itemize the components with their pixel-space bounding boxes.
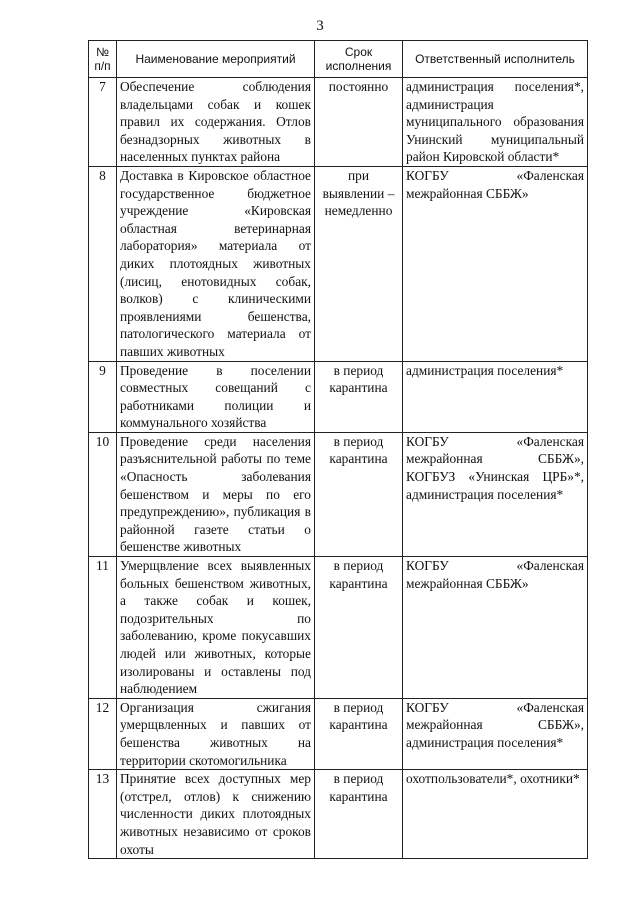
row-term: в период карантина	[315, 770, 403, 859]
header-name: Наименование мероприятий	[117, 41, 315, 78]
row-resp: КОГБУ «Фаленская межрайонная СББЖ»	[403, 166, 588, 361]
row-resp: КОГБУ «Фаленская межрайонная СББЖ»	[403, 557, 588, 699]
page-number: 3	[316, 18, 324, 34]
row-num: 12	[89, 698, 117, 769]
row-name: Организация сжигания умерщвленных и павших от бешенства животных на территории скотомогильника	[117, 698, 315, 769]
row-name: Проведение в поселении совместных совещаний с работниками полиции и коммунального хозяйства	[117, 361, 315, 432]
row-num: 13	[89, 770, 117, 859]
row-term: в период карантина	[315, 557, 403, 699]
table-row	[89, 78, 588, 167]
row-term: постоянно	[315, 78, 403, 167]
row-term: при выявлении – немедленно	[315, 166, 403, 361]
row-name: Умерщвление всех выявленных больных бешенством животных, а также собак и кошек, подозрительных по заболеванию, кроме покусавших людей или животных, которые изолированы и оставлены под наблюдением	[117, 557, 315, 699]
row-term: в период карантина	[315, 361, 403, 432]
row-num: 7	[89, 78, 117, 167]
row-resp: КОГБУ «Фаленская межрайонная СББЖ», администрация поселения*	[403, 698, 588, 769]
row-resp: администрация поселения*, администрация муниципального образования Унинский муниципальный район Кировской области*	[403, 78, 588, 167]
table-row	[89, 166, 588, 361]
table-row	[89, 698, 588, 769]
header-num: № п/п	[89, 41, 117, 78]
header-resp: Ответственный исполнитель	[403, 41, 588, 78]
row-num: 9	[89, 361, 117, 432]
row-name: Доставка в Кировское областное государственное бюджетное учреждение «Кировская областная ветеринарная лаборатория» материала от диких плотоядных животных (лисиц, енотовидных собак, волков) с клиническими проявлениями бешенства, патологического материала от павших животных	[117, 166, 315, 361]
row-name: Принятие всех доступных мер (отстрел, отлов) к снижению численности диких плотоядных животных независимо от сроков охоты	[117, 770, 315, 859]
row-resp: охотпользователи*, охотники*	[403, 770, 588, 859]
row-resp: администрация поселения*	[403, 361, 588, 432]
measures-table	[88, 40, 588, 859]
table-body	[89, 78, 588, 859]
row-resp: КОГБУ «Фаленская межрайонная СББЖ», КОГБУЗ «Унинская ЦРБ»*, администрация поселения*	[403, 432, 588, 556]
header-row	[89, 41, 588, 78]
table-row	[89, 557, 588, 699]
table-header	[89, 41, 588, 78]
row-name: Проведение среди населения разъяснительной работы по теме «Опасность заболевания бешенством и меры по его предупреждению», публикация в районной газете статьи о бешенстве животных	[117, 432, 315, 556]
row-term: в период карантина	[315, 698, 403, 769]
row-num: 8	[89, 166, 117, 361]
row-num: 11	[89, 557, 117, 699]
row-num: 10	[89, 432, 117, 556]
row-term: в период карантина	[315, 432, 403, 556]
table-row	[89, 432, 588, 556]
row-name: Обеспечение соблюдения владельцами собак и кошек правил их содержания. Отлов безнадзорных животных в населенных пунктах района	[117, 78, 315, 167]
table-row	[89, 770, 588, 859]
header-term: Срок исполнения	[315, 41, 403, 78]
table-row	[89, 361, 588, 432]
